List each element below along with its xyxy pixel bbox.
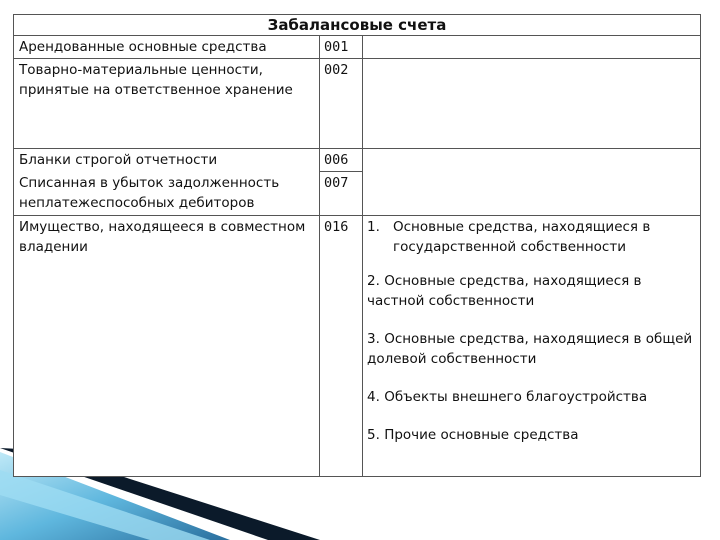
account-name: Товарно-материальные ценности, принятые на ответственное хранение — [14, 59, 320, 149]
list-item: 4. Объекты внешнего благоустройства — [367, 389, 648, 405]
account-name: Арендованные основные средства — [14, 36, 320, 59]
account-code: 006 — [320, 149, 363, 172]
property-items-list — [367, 217, 696, 445]
list-item: 1. Основные средства, находящиеся в государственной собственности — [367, 219, 651, 255]
table-row — [14, 59, 701, 149]
list-item: 5. Прочие основные средства — [367, 427, 579, 443]
table-row — [14, 36, 701, 59]
account-notes — [363, 36, 701, 59]
account-name: Бланки строгой отчетности — [14, 149, 320, 172]
account-notes — [363, 59, 701, 149]
table-title-row — [14, 15, 701, 36]
list-item: 3. Основные средства, находящиеся в общей долевой собственности — [367, 331, 693, 367]
account-code: 002 — [320, 59, 363, 149]
account-code: 001 — [320, 36, 363, 59]
account-name: Списанная в убыток задолженность неплатежеспособных дебиторов — [14, 172, 320, 216]
table-row — [14, 149, 701, 172]
account-code: 016 — [320, 216, 363, 477]
table-title: Забалансовые счета — [14, 15, 701, 36]
off-balance-accounts-table — [13, 14, 701, 477]
property-items-cell — [363, 216, 701, 477]
list-item: 2. Основные средства, находящиеся в частной собственности — [367, 273, 642, 309]
account-code: 007 — [320, 172, 363, 216]
account-name: Имущество, находящееся в совместном владении — [14, 216, 320, 477]
table-row — [14, 216, 701, 477]
account-notes — [363, 149, 701, 216]
